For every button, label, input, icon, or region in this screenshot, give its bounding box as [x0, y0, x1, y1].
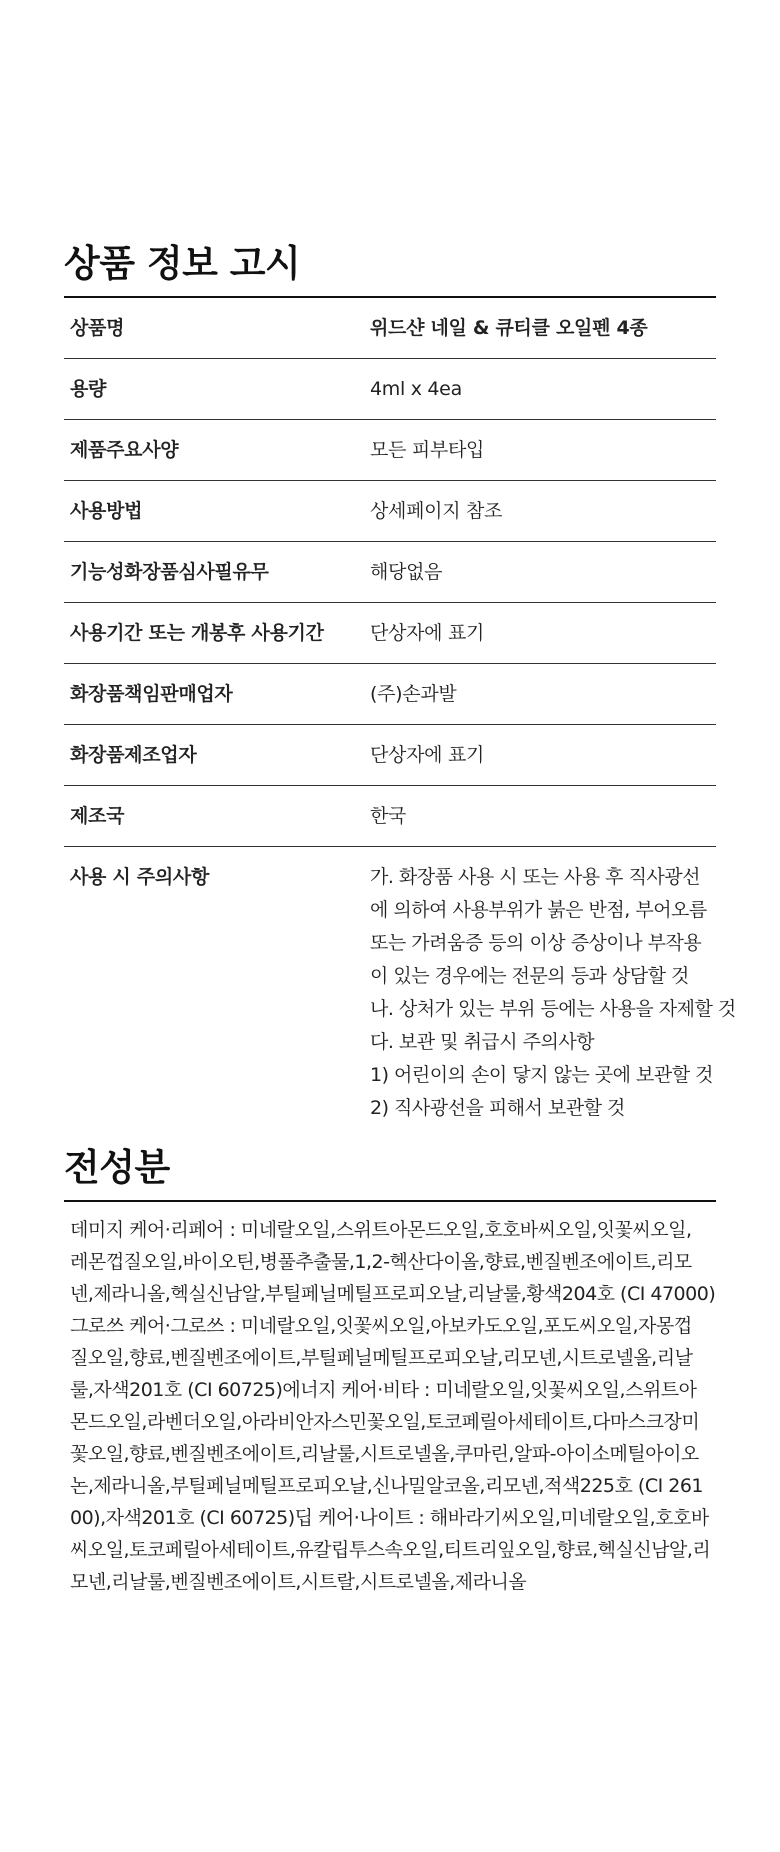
info-value: (주)손과발	[370, 664, 716, 725]
info-label: 사용방법	[64, 481, 370, 542]
ingredients-line: 00),자색201호 (CI 60725)딥 케어·나이트 : 해바라기씨오일,미네랄오일,호호바	[70, 1507, 709, 1529]
info-row-origin	[64, 786, 716, 847]
info-label: 상품명	[64, 298, 370, 359]
precaution-line: 1) 어린이의 손이 닿지 않는 곳에 보관할 것	[370, 1064, 713, 1086]
info-row-seller	[64, 664, 716, 725]
info-label: 제품주요사양	[64, 420, 370, 481]
info-row-volume	[64, 359, 716, 420]
product-info-section	[64, 240, 736, 1139]
info-label: 기능성화장품심사필유무	[64, 542, 370, 603]
ingredients-line: 넨,제라니올,헥실신남알,부틸페닐메틸프로피오날,리날룰,황색204호 (CI 47000)	[70, 1283, 716, 1305]
info-value: 4ml x 4ea	[370, 359, 716, 420]
info-row-usage	[64, 481, 716, 542]
info-row-functional-review	[64, 542, 716, 603]
ingredients-line: 룰,자색201호 (CI 60725)에너지 케어·비타 : 미네랄오일,잇꽃씨오일,스위트아	[70, 1379, 697, 1401]
info-row-manufacturer	[64, 725, 716, 786]
info-value: 위드샨 네일 & 큐티클 오일펜 4종	[370, 298, 716, 359]
ingredients-line: 꽃오일,향료,벤질벤조에이트,리날룰,시트로넬올,쿠마린,알파-아이소메틸아이오	[70, 1443, 699, 1465]
ingredients-line: 몬드오일,라벤더오일,아라비안자스민꽃오일,토코페릴아세테이트,다마스크장미	[70, 1411, 700, 1433]
info-value: 단상자에 표기	[370, 603, 716, 664]
info-value: 상세페이지 참조	[370, 481, 716, 542]
info-row-specs	[64, 420, 716, 481]
product-info-title: 상품 정보 고시	[64, 240, 716, 298]
precaution-line: 에 의하여 사용부위가 붉은 반점, 부어오름	[370, 899, 707, 921]
ingredients-line: 레몬껍질오일,바이오틴,병풀추출물,1,2-헥산다이올,향료,벤질벤조에이트,리모	[70, 1251, 692, 1273]
ingredients-line: 씨오일,토코페릴아세테이트,유칼립투스속오일,티트리잎오일,향료,헥실신남알,리	[70, 1539, 711, 1561]
info-value: 단상자에 표기	[370, 725, 716, 786]
info-value: 해당없음	[370, 542, 716, 603]
precaution-line: 나. 상처가 있는 부위 등에는 사용을 자제할 것	[370, 998, 736, 1020]
info-row-shelf-life	[64, 603, 716, 664]
precaution-line: 다. 보관 및 취급시 주의사항	[370, 1031, 595, 1053]
ingredients-section	[64, 1144, 716, 1598]
product-info-table	[64, 298, 736, 1139]
info-value: 모든 피부타입	[370, 420, 716, 481]
info-label: 사용기간 또는 개봉후 사용기간	[64, 603, 370, 664]
info-label: 화장품제조업자	[64, 725, 370, 786]
precaution-line: 또는 가려움증 등의 이상 증상이나 부작용	[370, 932, 702, 954]
ingredients-text	[64, 1202, 716, 1598]
precautions-text	[370, 861, 736, 1125]
info-label: 용량	[64, 359, 370, 420]
ingredients-line: 논,제라니올,부틸페닐메틸프로피오날,신나밀알코올,리모넨,적색225호 (CI 261	[70, 1475, 704, 1497]
ingredients-line: 질오일,향료,벤질벤조에이트,부틸페닐메틸프로피오날,리모넨,시트로넬올,리날	[70, 1347, 693, 1369]
info-label: 제조국	[64, 786, 370, 847]
precaution-line: 2) 직사광선을 피해서 보관할 것	[370, 1097, 625, 1119]
info-label: 사용 시 주의사항	[70, 866, 210, 888]
ingredients-line: 데미지 케어·리페어 : 미네랄오일,스위트아몬드오일,호호바씨오일,잇꽃씨오일,	[70, 1219, 692, 1241]
info-value: 한국	[370, 786, 716, 847]
info-row-precautions	[64, 847, 716, 1140]
precaution-line: 이 있는 경우에는 전문의 등과 상담할 것	[370, 965, 689, 987]
precautions-value	[370, 847, 736, 1140]
precaution-line: 가. 화장품 사용 시 또는 사용 후 직사광선	[370, 866, 700, 888]
info-row-product-name	[64, 298, 716, 359]
info-label: 화장품책임판매업자	[64, 664, 370, 725]
ingredients-title: 전성분	[64, 1144, 716, 1202]
ingredients-line: 그로쓰 케어·그로쓰 : 미네랄오일,잇꽃씨오일,아보카도오일,포도씨오일,자몽껍	[70, 1315, 692, 1337]
ingredients-line: 모넨,리날룰,벤질벤조에이트,시트랄,시트로넬올,제라니올	[70, 1571, 527, 1593]
